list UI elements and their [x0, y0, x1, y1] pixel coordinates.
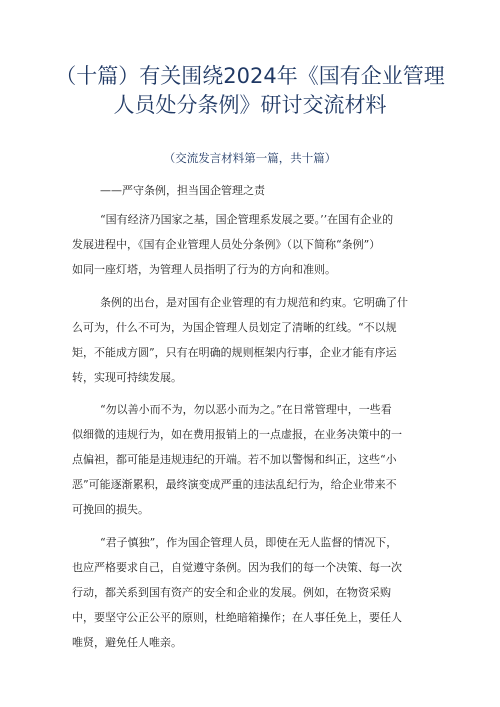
paragraph-2-line-3: 矩，不能成方圆”，只有在明确的规则框架内行事，企业才能有序运 [72, 346, 397, 359]
paragraph-3-line-2: 似细微的违规行为，如在费用报销上的一点虚报，在业务决策中的一 [72, 428, 402, 441]
document-subtitle: （交流发言材料第一篇，共十篇） [163, 151, 337, 165]
document-title-line-2: 人员处分条例》研讨交流材料 [113, 93, 387, 117]
paragraph-2-line-4: 转，实现可持续发展。 [72, 371, 182, 384]
paragraph-4-line-3: 行动，都关系到国有资产的安全和企业的发展。例如，在物资采购 [72, 586, 391, 599]
paragraph-3-line-5: 可挽回的损失。 [72, 503, 149, 516]
paragraph-1-line-2: 发展进程中，《国有企业管理人员处分条例》（以下简称“条例”） [72, 238, 381, 251]
paragraph-3-line-4: 恶”可能逐渐累积，最终演变成严重的违法乱纪行为，给企业带来不 [72, 478, 397, 491]
paragraph-3-line-3: 点偏袒，都可能是违规违纪的开端。若不加以警惕和纠正，这些“小 [72, 453, 397, 466]
paragraph-4-line-4: 中，要坚守公正公平的原则，杜绝暗箱操作；在人事任免上，要任人 [72, 611, 402, 624]
paragraph-3-line-1: “勿以善小而不为，勿以恶小而为之。”在日常管理中，一些看 [100, 403, 392, 416]
paragraph-1-line-1: “国有经济乃国家之基，国企管理系发展之要。’’在国有企业的 [100, 213, 394, 226]
paragraph-4-line-5: 唯贤，避免任人唯亲。 [72, 636, 182, 649]
paragraph-4-line-1: “君子慎独”，作为国企管理人员，即使在无人监督的情况下， [100, 536, 398, 549]
paragraph-1-line-3: 如同一座灯塔，为管理人员指明了行为的方向和准则。 [72, 263, 336, 276]
paragraph-4-line-2: 也应严格要求自己，自觉遵守条例。因为我们的每一个决策、每一次 [72, 561, 402, 574]
paragraph-2-line-1: 条例的出台，是对国有企业管理的有力规范和约束。它明确了什 [100, 296, 408, 309]
paragraph-2-line-2: 么可为，什么不可为，为国企管理人员划定了清晰的红线。“不以规 [72, 321, 397, 334]
document-title-line-1: （十篇）有关围绕2024年《国有企业管理 [55, 64, 445, 88]
section-heading: ——严守条例，担当国企管理之责 [100, 184, 265, 197]
